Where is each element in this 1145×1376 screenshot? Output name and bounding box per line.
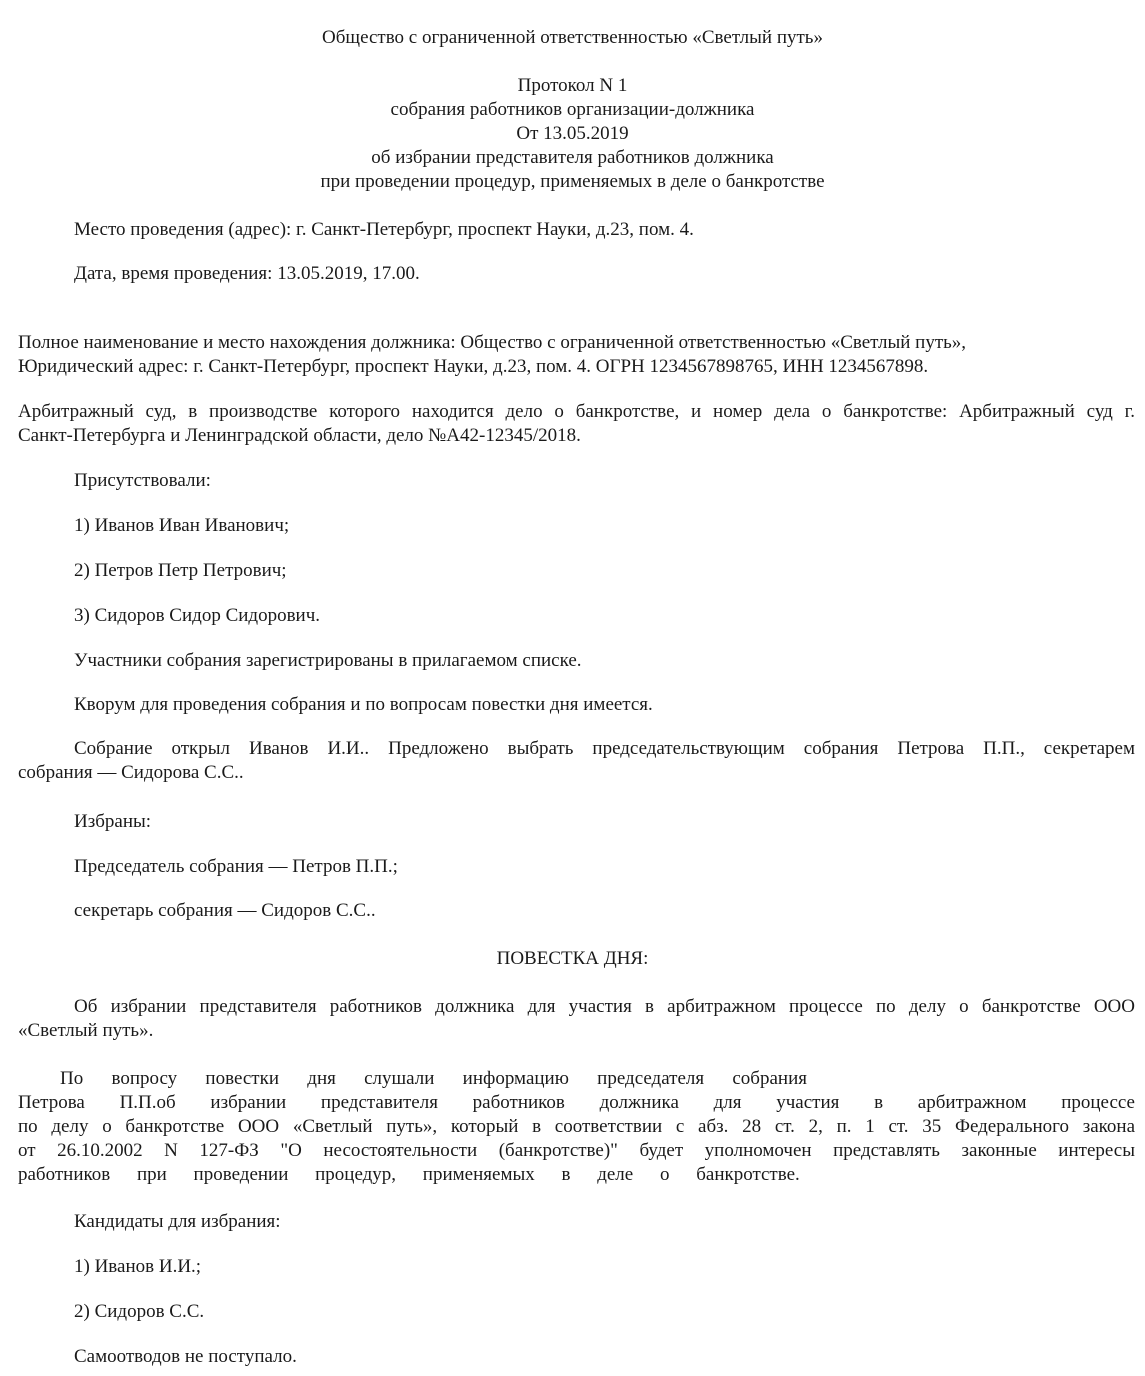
- hearing-line-2: Петрова П.П.об избрании представителя работников должника для участия в арбитражном процессе: [18, 1092, 1135, 1113]
- attendance-heading: Присутствовали:: [74, 470, 211, 491]
- elected-heading: Избраны:: [74, 811, 152, 832]
- court-line-2: Санкт-Петербурга и Ленинградской области, дело №А42-12345/2018.: [18, 425, 581, 446]
- meeting-datetime: Дата, время проведения: 13.05.2019, 17.00.: [74, 263, 420, 284]
- organization-name: Общество с ограниченной ответственностью «Светлый путь»: [322, 27, 823, 48]
- hearing-line-4: от 26.10.2002 N 127-ФЗ "О несостоятельности (банкротстве)" будет уполномочен представлять законные интересы: [18, 1140, 1135, 1161]
- candidates-heading: Кандидаты для избрания:: [74, 1211, 281, 1232]
- candidate-item: 2) Сидоров С.С.: [74, 1301, 205, 1322]
- agenda-heading: ПОВЕСТКА ДНЯ:: [496, 948, 649, 969]
- attendee-item: 1) Иванов Иван Иванович;: [74, 515, 290, 536]
- protocol-number: Протокол N 1: [517, 75, 628, 96]
- debtor-address-line: Юридический адрес: г. Санкт-Петербург, проспект Науки, д.23, пом. 4. ОГРН 1234567898765, ИНН 1234567898.: [18, 356, 929, 377]
- hearing-line-5: работников при проведении процедур, применяемых в деле о банкротстве.: [18, 1164, 800, 1185]
- opening-line-1: Собрание открыл Иванов И.И.. Предложено выбрать председательствующим собрания Петрова П.П., секретарем: [74, 738, 1135, 759]
- quorum-note: Кворум для проведения собрания и по вопросам повестки дня имеется.: [74, 694, 653, 715]
- registration-note: Участники собрания зарегистрированы в прилагаемом списке.: [74, 650, 582, 671]
- court-line-1: Арбитражный суд, в производстве которого находится дело о банкротстве, и номер дела о банкротстве: Арбитражный суд г.: [18, 401, 1135, 422]
- agenda-item-line-1: Об избрании представителя работников должника для участия в арбитражном процессе по делу о банкротстве ООО: [74, 996, 1135, 1017]
- elected-secretary: секретарь собрания — Сидоров С.С..: [74, 900, 376, 921]
- opening-line-2: собрания — Сидорова С.С..: [18, 762, 244, 783]
- attendee-item: 3) Сидоров Сидор Сидорович.: [74, 605, 321, 626]
- elected-chairman: Председатель собрания — Петров П.П.;: [74, 856, 398, 877]
- protocol-subject-line-1: об избрании представителя работников должника: [371, 147, 774, 168]
- meeting-place: Место проведения (адрес): г. Санкт-Петербург, проспект Науки, д.23, пом. 4.: [74, 219, 694, 240]
- hearing-line-3: по делу о банкротстве ООО «Светлый путь», который в соответствии с абз. 28 ст. 2, п. 1 ст. 35 Федерального закона: [18, 1116, 1135, 1137]
- no-withdrawals-note: Самоотводов не поступало.: [74, 1346, 297, 1367]
- debtor-name-line: Полное наименование и место нахождения должника: Общество с ограниченной ответственностью «Светлый путь»,: [18, 332, 967, 353]
- hearing-line-1: По вопросу повестки дня слушали информацию председателя собрания: [60, 1068, 807, 1089]
- protocol-meeting-of: собрания работников организации-должника: [390, 99, 755, 120]
- agenda-item-line-2: «Светлый путь».: [18, 1020, 154, 1041]
- attendee-item: 2) Петров Петр Петрович;: [74, 560, 287, 581]
- protocol-date: От 13.05.2019: [516, 123, 629, 144]
- protocol-subject-line-2: при проведении процедур, применяемых в деле о банкротстве: [320, 171, 825, 192]
- candidate-item: 1) Иванов И.И.;: [74, 1256, 202, 1277]
